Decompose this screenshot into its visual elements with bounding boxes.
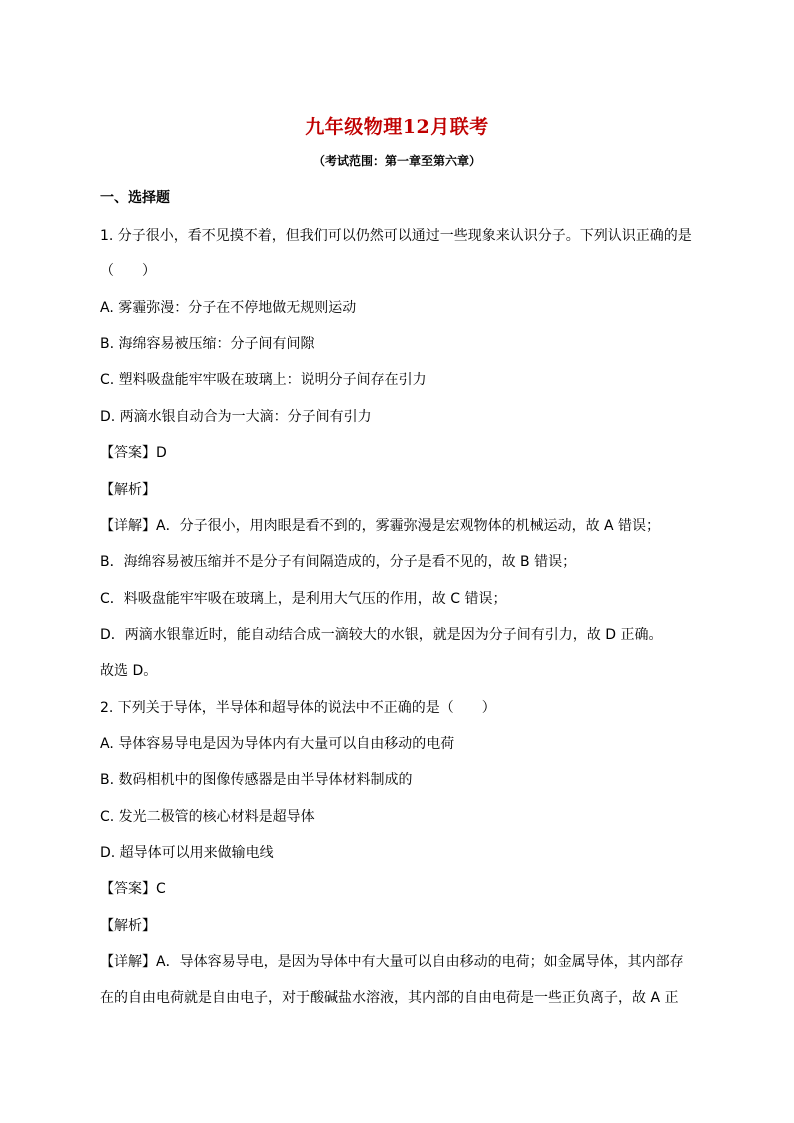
- question-1-stem-continued: （ ）: [100, 263, 156, 279]
- question-2-detail-line: 【详解】A．导体容易导电，是因为导体中有大量可以自由移动的电荷；如金属导体，其内部存: [100, 954, 684, 970]
- exam-scope: （考试范围：第一章至第六章）: [312, 154, 481, 168]
- page-title: 九年级物理12月联考: [305, 116, 489, 138]
- question-2-option-b: B. 数码相机中的图像传感器是由半导体材料制成的: [100, 772, 413, 788]
- question-1-option-c: C. 塑料吸盘能牢牢吸在玻璃上：说明分子间存在引力: [100, 372, 427, 388]
- question-1-stem: 1. 分子很小，看不见摸不着，但我们可以仍然可以通过一些现象来认识分子。下列认识正确的是: [100, 228, 692, 244]
- question-1-analysis-label: 【解析】: [100, 482, 156, 498]
- question-1-option-d: D. 两滴水银自动合为一大滴：分子间有引力: [100, 409, 372, 425]
- question-2-answer: 【答案】C: [100, 881, 166, 897]
- section-heading: 一、选择题: [100, 190, 170, 206]
- question-1-answer: 【答案】D: [100, 445, 167, 461]
- question-1-detail-line: 【详解】A．分子很小，用肉眼是看不到的，雾霾弥漫是宏观物体的机械运动，故 A 错误；: [100, 518, 661, 534]
- question-1-detail-line: C．料吸盘能牢牢吸在玻璃上，是利用大气压的作用，故 C 错误；: [100, 591, 507, 607]
- question-2-option-c: C. 发光二极管的核心材料是超导体: [100, 809, 315, 825]
- question-1-conclusion: 故选 D。: [100, 663, 158, 679]
- question-2-option-a: A. 导体容易导电是因为导体内有大量可以自由移动的电荷: [100, 736, 455, 752]
- question-1-detail-line: B．海绵容易被压缩并不是分子有间隔造成的，分子是看不见的，故 B 错误；: [100, 554, 577, 570]
- question-2-analysis-label: 【解析】: [100, 918, 156, 934]
- question-1-detail-line: D．两滴水银靠近时，能自动结合成一滴较大的水银，就是因为分子间有引力，故 D 正确。: [100, 627, 663, 643]
- question-2-option-d: D. 超导体可以用来做输电线: [100, 845, 274, 861]
- question-1-option-a: A. 雾霾弥漫：分子在不停地做无规则运动: [100, 300, 357, 316]
- question-2-detail-line: 在的自由电荷就是自由电子，对于酸碱盐水溶液，其内部的自由电荷是一些正负离子，故 A 正: [100, 990, 679, 1006]
- question-2-stem: 2. 下列关于导体，半导体和超导体的说法中不正确的是（ ）: [100, 700, 496, 716]
- question-1-option-b: B. 海绵容易被压缩：分子间有间隙: [100, 336, 315, 352]
